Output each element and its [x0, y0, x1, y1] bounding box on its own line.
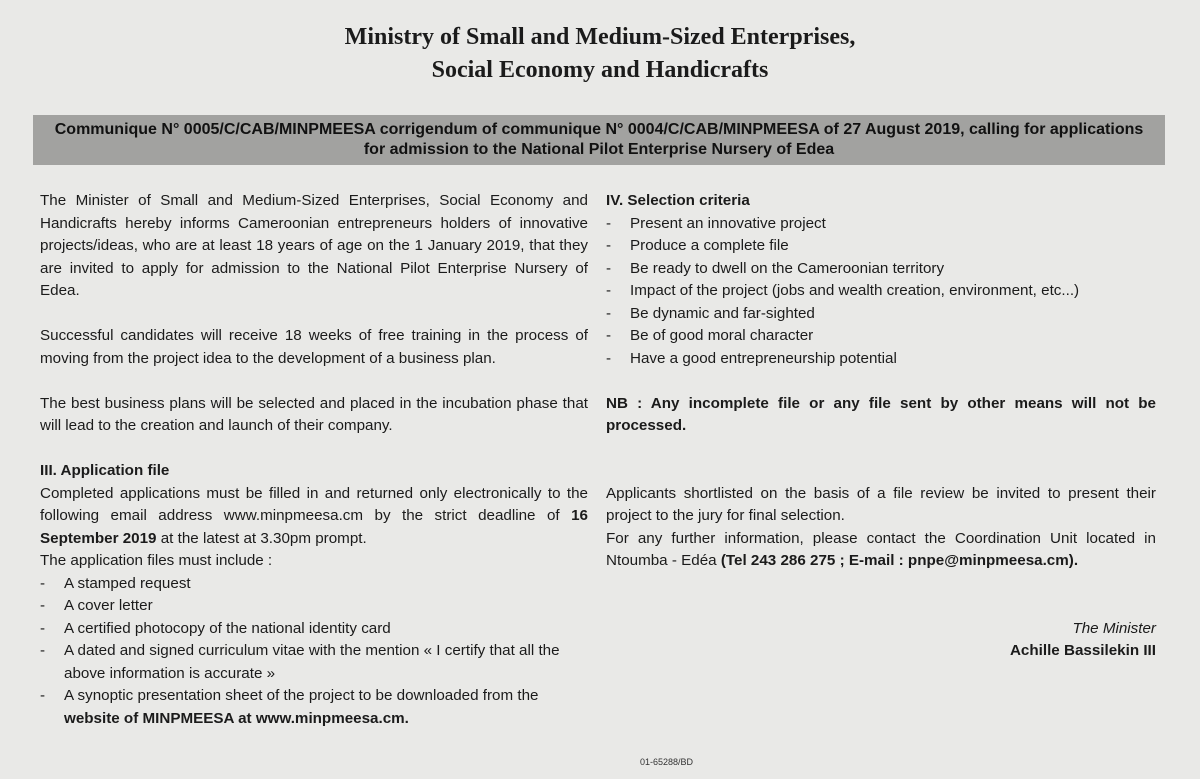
- signature-title: The Minister: [1072, 619, 1156, 637]
- list-item: - Be dynamic and far-sighted: [606, 303, 1156, 326]
- list-item: [40, 685, 588, 730]
- list-item: - A certified photocopy of the national identity card: [40, 618, 588, 641]
- list-item: - Impact of the project (jobs and wealth creation, environment, etc...): [606, 280, 1156, 303]
- contact-text: For any further information, please contact the Coordination Unit located in Ntoumba - Edéa: [606, 529, 1156, 569]
- contact-paragraph: [606, 528, 1156, 573]
- right-column: [606, 190, 1156, 663]
- list-item: - Be of good moral character: [606, 325, 1156, 348]
- list-item: - Produce a complete file: [606, 235, 1156, 258]
- application-deadline: 16 September 2019: [40, 507, 588, 547]
- list-item: - A cover letter: [40, 595, 588, 618]
- ministry-title-line1: Ministry of Small and Medium-Sized Enterprises,: [344, 24, 856, 50]
- bleed-through-right: [1160, 0, 1200, 700]
- list-item: - A stamped request: [40, 573, 588, 596]
- bleed-through-left: [0, 40, 30, 740]
- intro-paragraph: The Minister of Small and Medium-Sized Enterprises, Social Economy and Handicrafts hereby informs Cameroonian entrepreneurs holders of innovative projects/ideas, who are at least 18 years of age on the 1 January 2019, that they are invited to apply for admission to the National Pilot Enterprise Nursery of Edea.: [40, 192, 588, 299]
- last-item-text: A synoptic presentation sheet of the project to be downloaded from the: [64, 687, 539, 704]
- criteria-heading: IV. Selection criteria: [606, 192, 750, 209]
- list-item: - A dated and signed curriculum vitae with the mention « I certify that all the above information is accurate »: [40, 640, 588, 685]
- training-paragraph: Successful candidates will receive 18 weeks of free training in the process of moving from the project idea to the development of a business plan.: [40, 327, 588, 367]
- list-item: - Present an innovative project: [606, 213, 1156, 236]
- list-item: - Have a good entrepreneurship potential: [606, 348, 1156, 371]
- contact-details: (Tel 243 286 275 ; E-mail : pnpe@minpmeesa.cm).: [720, 552, 1079, 569]
- application-text: Completed applications must be filled in and returned only electronically to the following email address www.minpmeesa.cm by the strict deadline of: [40, 484, 588, 524]
- criteria-list: [606, 213, 1156, 371]
- selection-phase-paragraph: The best business plans will be selected and placed in the incubation phase that will lead to the creation and launch of their company.: [40, 394, 588, 434]
- nb-notice: NB : Any incomplete file or any file sent by other means will not be processed.: [606, 394, 1156, 434]
- communique-banner: Communique N° 0005/C/CAB/MINPMEESA corrigendum of communique N° 0004/C/CAB/MINPMEESA of 27 August 2019, calling for applications for admission to the National Pilot Enterprise Nursery of Edea: [33, 115, 1165, 165]
- website-link: website of MINPMEESA at www.minpmeesa.cm.: [64, 709, 409, 727]
- list-item: - Be ready to dwell on the Cameroonian territory: [606, 258, 1156, 281]
- application-items-list: [40, 573, 588, 731]
- must-include-text: The application files must include :: [40, 552, 273, 569]
- shortlist-paragraph: Applicants shortlisted on the basis of a file review be invited to present their project to the jury for final selection.: [606, 484, 1156, 524]
- signature-name: Achille Bassilekin III: [1009, 642, 1156, 659]
- left-column: [40, 190, 588, 730]
- ministry-title-line2: Social Economy and Handicrafts: [431, 57, 769, 83]
- application-paragraph: [40, 483, 588, 551]
- reference-code: 01-65288/BD: [640, 757, 694, 767]
- application-heading: III. Application file: [40, 462, 170, 479]
- application-text-end: at the latest at 3.30pm prompt.: [156, 529, 367, 547]
